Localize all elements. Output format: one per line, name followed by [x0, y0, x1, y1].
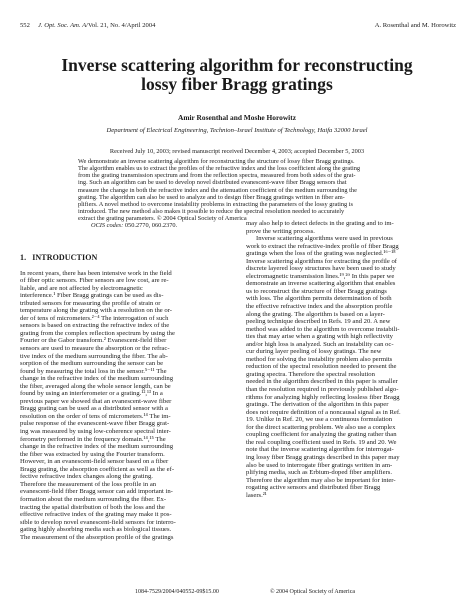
body-line: prove the writing process.	[246, 227, 315, 235]
title-line-1: Inverse scattering algorithm for reconstructing	[61, 55, 413, 75]
body-line: tracting the spatial distribution of both the loss and the	[20, 503, 165, 511]
ocis-values: 050.2770, 060.2370.	[124, 222, 178, 229]
body-line: effective refractive index of the grating may make it pos-	[20, 511, 172, 519]
body-line: rogating active sensors and distributed fiber Bragg	[246, 484, 381, 492]
journal-citation	[38, 22, 155, 29]
body-line: discrete layered lossy structures have been used to study	[246, 265, 396, 273]
body-line: gating highly absorbing media such as biological tissues.	[20, 526, 172, 534]
body-line: evanescent-field fiber Bragg sensor can add important in-	[20, 488, 173, 496]
body-line: Therefore the algorithm may also be important for inter-	[246, 476, 396, 484]
author-list: Amir Rosenthal and Moshe Horowitz	[178, 113, 296, 122]
abstract-line: ing. Such an algorithm can be used to develop novel distributed evanescent-wave fiber Bragg sensors that	[78, 179, 347, 187]
body-line: gratings when the loss of the grating was neglected.¹⁶⁻¹⁸	[246, 250, 396, 258]
body-line: rithms for analyzing highly reflecting lossless fiber Bragg	[246, 393, 400, 401]
body-line: coupling coefficient for analyzing the grating rather than	[246, 431, 397, 439]
body-line: the real coupling coefficient used in Refs. 19 and 20. We	[246, 438, 397, 446]
title-line-2: lossy fiber Bragg gratings	[141, 74, 333, 94]
body-line: does not require definition of a noncausal signal as in Ref.	[246, 408, 401, 416]
body-line: formation about the medium surrounding the fiber. Ex-	[20, 495, 167, 503]
body-line: tributed sensors for measuring the profile of strain or	[20, 299, 161, 307]
abstract-line: The algorithm enables us to extract the profiles of the refractive index and the loss coefficient along the grating	[78, 165, 361, 173]
body-line: lasers.²¹	[246, 491, 267, 499]
abstract-line: extract the grating parameters. © 2004 Optical Society of America	[78, 215, 247, 223]
body-line: the fiber was extracted by using the Fourier transform.	[20, 450, 165, 458]
body-line: electromagnetic transmission lines.¹⁹,²⁰ In this paper we	[246, 272, 395, 280]
abstract-line: We demonstrate an inverse scattering algorithm for reconstructing the structure of lossy fiber Bragg gratings.	[78, 158, 355, 165]
body-line: and/or high loss is analyzed. Such an instability can oc-	[246, 340, 394, 348]
body-line: interference.¹ Fiber Bragg gratings can be used as dis-	[20, 292, 164, 300]
body-line: 19. Unlike in Ref. 20, we use a continuous formulation	[246, 416, 393, 424]
body-line: change in the refractive index of the medium surrounding	[20, 375, 174, 383]
body-line: than the resolution required in previously published algo-	[246, 386, 399, 394]
abstract-line: grating. The algorithm can also be used to analyze and to design fiber Bragg gratings written in fiber am-	[78, 193, 345, 201]
journal-issue: /Vol. 21, No. 4/April 2004	[86, 22, 156, 29]
ocis-label: OCIS codes:	[91, 222, 124, 229]
body-line: However, in an evanescent-field sensor based on a fiber	[20, 458, 169, 466]
body-line: Bragg grating, the absorption coefficient as well as the ef-	[20, 465, 175, 473]
body-line: method for solving the instability problem also permits	[246, 355, 393, 363]
section-heading	[20, 254, 230, 262]
journal-abbrev: J. Opt. Soc. Am. A	[38, 22, 87, 29]
body-line: sorption of the medium surrounding the sensor can be	[20, 360, 164, 368]
running-header	[20, 22, 456, 32]
body-line: demonstrate an inverse scattering algorithm that enables	[246, 280, 396, 288]
body-line: the effective refractive index and the absorption profile	[246, 303, 393, 311]
left-column	[20, 254, 230, 541]
body-line: In recent years, there has been intensive work in the field	[20, 269, 172, 277]
body-line: sible to develop novel evanescent-field sensors for interro-	[20, 518, 176, 526]
body-line: sensors is based on extracting the refractive index of the	[20, 322, 170, 330]
body-line: reduction of the spectral resolution needed to present the	[246, 363, 397, 371]
body-line: liable, and are not affected by electromagnetic	[20, 284, 143, 292]
body-line: sensors are used to measure the absorption or the refrac-	[20, 345, 170, 353]
body-line: plifying media, such as Erbium-doped fiber amplifiers.	[246, 469, 393, 477]
body-line: pulse response of the evanescent-wave fiber Bragg grat-	[20, 420, 170, 428]
abstract	[78, 158, 396, 222]
body-line: ferometry performed in the frequency domain.¹⁴,¹⁵ The	[20, 435, 166, 443]
body-line: needed in the algorithm described in this paper is smaller	[246, 378, 398, 386]
body-line: with loss. The algorithm permits determination of both	[246, 295, 392, 303]
body-line: Fourier or the Gabor transform.² Evanescent-field fiber	[20, 337, 167, 345]
body-line: resolution on the order of tens of micrometers.¹⁴ The im-	[20, 412, 171, 420]
abstract-line: plifiers. A novel method to overcome instability problems in extracting the parameters of the lossy grating is	[78, 200, 354, 208]
body-line: der of tens of micrometers.²⁻⁴ The interrogation of such	[20, 314, 169, 322]
right-column	[246, 220, 456, 499]
body-line: found by using an interferometer or a grating.¹²,¹³ In a	[20, 390, 163, 398]
body-line: may also help to detect defects in the grating and to im-	[246, 220, 394, 227]
body-line: Therefore the measurement of the loss profile in an	[20, 480, 157, 488]
abstract-line: measure the change in both the refractive index and the attenuation coefficient of the medium surrounding the	[78, 186, 357, 194]
body-line: us to reconstruct the structure of fiber Bragg gratings	[246, 287, 387, 295]
body-line: peeling technique described in Refs. 19 and 20. A new	[246, 318, 391, 326]
body-line: cur during layer peeling of lossy gratings. The new	[246, 348, 382, 356]
page-number: 552	[20, 22, 30, 29]
body-line: for the direct scattering problem. We also use a complex	[246, 423, 396, 431]
body-line: previous paper we showed that an evanescent-wave fiber	[20, 397, 172, 405]
body-line: the fiber, averaged along the whole sensor length, can be	[20, 382, 171, 390]
body-line: Inverse scattering algorithms were used in previous	[256, 235, 393, 243]
running-authors: A. Rosenthal and M. Horowitz	[374, 22, 456, 29]
body-line: work to extract the refractive-index profile of fiber Bragg	[246, 242, 399, 250]
body-line: also be used to interrogate fiber gratings written in am-	[246, 461, 393, 469]
body-line: tive index of the medium surrounding the fiber. The ab-	[20, 352, 168, 360]
section-number: 1.	[20, 253, 27, 262]
body-line: ing lossy fiber Bragg gratings described in this paper may	[246, 453, 400, 461]
body-line: ing was measured by using low-coherence spectral inter-	[20, 428, 171, 436]
body-line: method was added to the algorithm to overcome instabili-	[246, 325, 400, 333]
body-line: change in the refractive index of the medium surrounding	[20, 443, 174, 451]
body-line: along the grating. The algorithm is based on a layer-	[246, 310, 385, 318]
copyright-notice: © 2004 Optical Society of America	[270, 589, 356, 595]
received-dates: Received July 10, 2003; revised manuscript received December 4, 2003; accepted December 5, 2003	[109, 148, 365, 155]
body-line: temperature along the grating with a resolution on the or-	[20, 307, 173, 315]
abstract-line: from the grating transmission spectrum and from the reflection spectra, measured from both sides of the grat-	[78, 172, 356, 180]
body-line: found by measuring the total loss in the sensor.⁵⁻¹¹ The	[20, 367, 167, 375]
article-code: 1084-7529/2004/040552-09$15.00	[135, 589, 219, 595]
paper-title	[0, 56, 474, 94]
body-line: grating from the complex reflection spectrum by using the	[20, 329, 175, 337]
body-line: gratings. The derivation of the algorithm in this paper	[246, 401, 389, 409]
body-line: fective refractive index changes along the grating.	[20, 473, 153, 481]
body-line: The measurement of the absorption profile of the gratings	[20, 533, 174, 541]
abstract-line: introduced. The new method also makes it possible to reduce the spectral resolution needed to accurately	[78, 208, 345, 216]
body-line: of fiber optic sensors. Fiber sensors are low cost, are re-	[20, 277, 169, 285]
affiliation: Department of Electrical Engineering, Technion–Israel Institute of Technology, Haifa 32000 Israel	[106, 127, 368, 134]
section-title: INTRODUCTION	[32, 253, 98, 262]
body-line: Bragg grating can be used as a distributed sensor with a	[20, 405, 168, 413]
body-line: Inverse scattering algorithms for extracting the profile of	[246, 257, 398, 265]
body-line: note that the inverse scattering algorithm for interrogat-	[246, 446, 394, 454]
body-line: grating spectra. Therefore the spectral resolution	[246, 370, 375, 378]
body-line: ties that may arise when a grating with high reflectivity	[246, 333, 393, 341]
ocis-codes	[91, 222, 177, 229]
